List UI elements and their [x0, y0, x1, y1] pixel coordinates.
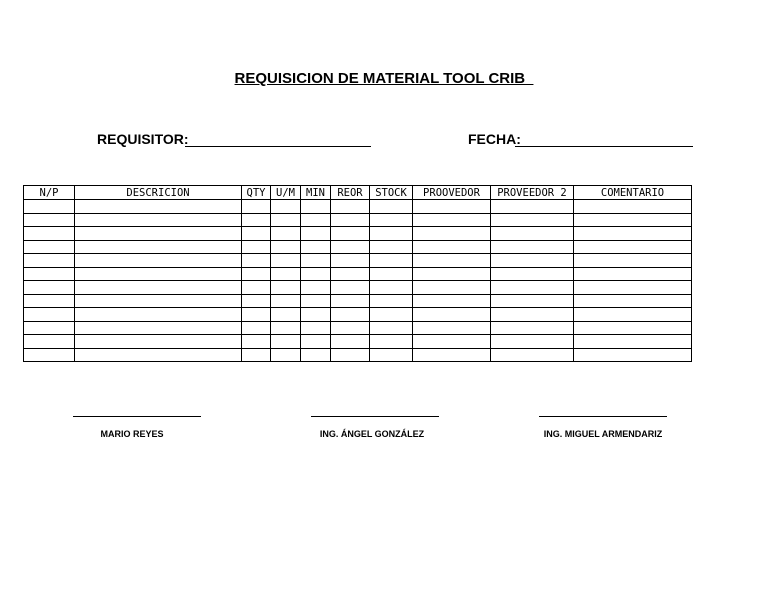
table-cell[interactable] [242, 213, 271, 227]
table-cell[interactable] [271, 227, 301, 241]
table-cell[interactable] [75, 321, 242, 335]
header-proovedor: PROOVEDOR [413, 186, 491, 200]
table-cell[interactable] [574, 200, 692, 214]
table-cell[interactable] [491, 240, 574, 254]
table-cell[interactable] [301, 200, 331, 214]
table-cell[interactable] [242, 281, 271, 295]
signature-name-3: ING. MIGUEL ARMENDARIZ [543, 429, 663, 439]
table-cell[interactable] [301, 308, 331, 322]
table-cell[interactable] [271, 267, 301, 281]
table-cell[interactable] [413, 348, 491, 362]
table-cell[interactable] [75, 308, 242, 322]
table-cell[interactable] [370, 308, 413, 322]
table-row [24, 308, 692, 322]
table-cell[interactable] [574, 294, 692, 308]
table-header-row [24, 186, 692, 200]
table-row [24, 240, 692, 254]
table-cell[interactable] [331, 240, 370, 254]
table-cell[interactable] [574, 308, 692, 322]
header-np: N/P [24, 186, 75, 200]
table-row [24, 200, 692, 214]
table-cell[interactable] [24, 294, 75, 308]
fecha-field[interactable] [515, 146, 693, 147]
table-cell[interactable] [301, 227, 331, 241]
table-cell[interactable] [24, 213, 75, 227]
table-cell[interactable] [242, 321, 271, 335]
signature-line-1[interactable] [73, 416, 201, 417]
header-qty: QTY [242, 186, 271, 200]
table-cell[interactable] [242, 335, 271, 349]
form-title: REQUISICION DE MATERIAL TOOL CRIB [234, 70, 534, 87]
table-cell[interactable] [242, 308, 271, 322]
table-row [24, 294, 692, 308]
table-cell[interactable] [413, 213, 491, 227]
table-cell[interactable] [331, 227, 370, 241]
table-cell[interactable] [271, 281, 301, 295]
table-row [24, 227, 692, 241]
table-cell[interactable] [331, 267, 370, 281]
table-cell[interactable] [24, 227, 75, 241]
table-cell[interactable] [242, 200, 271, 214]
table-cell[interactable] [242, 348, 271, 362]
table-cell[interactable] [242, 294, 271, 308]
table-cell[interactable] [271, 335, 301, 349]
table-cell[interactable] [75, 348, 242, 362]
table-cell[interactable] [24, 281, 75, 295]
table-cell[interactable] [301, 348, 331, 362]
table-cell[interactable] [75, 213, 242, 227]
table-cell[interactable] [370, 321, 413, 335]
header-descricion: DESCRICION [75, 186, 242, 200]
table-cell[interactable] [491, 227, 574, 241]
table-cell[interactable] [301, 240, 331, 254]
table-cell[interactable] [413, 294, 491, 308]
table-cell[interactable] [370, 240, 413, 254]
table-cell[interactable] [24, 254, 75, 268]
table-cell[interactable] [574, 240, 692, 254]
table-cell[interactable] [491, 200, 574, 214]
table-cell[interactable] [242, 254, 271, 268]
table-cell[interactable] [301, 294, 331, 308]
table-cell[interactable] [370, 200, 413, 214]
table-cell[interactable] [491, 281, 574, 295]
table-cell[interactable] [370, 254, 413, 268]
table-cell[interactable] [491, 335, 574, 349]
table-cell[interactable] [370, 294, 413, 308]
table-cell[interactable] [331, 294, 370, 308]
table-cell[interactable] [413, 240, 491, 254]
table-cell[interactable] [331, 200, 370, 214]
table-cell[interactable] [574, 321, 692, 335]
table-cell[interactable] [242, 267, 271, 281]
table-row [24, 348, 692, 362]
table-cell[interactable] [242, 240, 271, 254]
table-cell[interactable] [491, 321, 574, 335]
table-cell[interactable] [24, 308, 75, 322]
table-cell[interactable] [271, 308, 301, 322]
table-cell[interactable] [574, 213, 692, 227]
fecha-label: FECHA: [468, 131, 521, 147]
table-cell[interactable] [370, 348, 413, 362]
table-cell[interactable] [301, 281, 331, 295]
header-min: MIN [301, 186, 331, 200]
table-cell[interactable] [242, 227, 271, 241]
header-reor: REOR [331, 186, 370, 200]
signature-line-2[interactable] [311, 416, 439, 417]
table-cell[interactable] [574, 348, 692, 362]
signature-name-1: MARIO REYES [100, 429, 164, 439]
table-cell[interactable] [491, 254, 574, 268]
requisitor-field[interactable] [185, 146, 371, 147]
table-cell[interactable] [301, 321, 331, 335]
table-cell[interactable] [271, 254, 301, 268]
table-cell[interactable] [413, 267, 491, 281]
table-cell[interactable] [271, 294, 301, 308]
table-row [24, 335, 692, 349]
table-cell[interactable] [331, 213, 370, 227]
table-cell[interactable] [75, 254, 242, 268]
table-cell[interactable] [331, 254, 370, 268]
table-cell[interactable] [370, 281, 413, 295]
table-cell[interactable] [574, 335, 692, 349]
table-cell[interactable] [331, 348, 370, 362]
table-cell[interactable] [271, 348, 301, 362]
table-cell[interactable] [75, 294, 242, 308]
table-cell[interactable] [491, 294, 574, 308]
table-cell[interactable] [413, 227, 491, 241]
table-cell[interactable] [370, 227, 413, 241]
table-row [24, 254, 692, 268]
requisition-table [23, 185, 692, 362]
table-cell[interactable] [75, 240, 242, 254]
table-cell[interactable] [370, 267, 413, 281]
table-cell[interactable] [24, 200, 75, 214]
table-cell[interactable] [491, 308, 574, 322]
table-cell[interactable] [413, 281, 491, 295]
table-cell[interactable] [24, 321, 75, 335]
table-cell[interactable] [301, 335, 331, 349]
table-cell[interactable] [413, 321, 491, 335]
table-cell[interactable] [271, 213, 301, 227]
table-cell[interactable] [24, 240, 75, 254]
table-cell[interactable] [271, 200, 301, 214]
table-cell[interactable] [370, 335, 413, 349]
table-cell[interactable] [24, 335, 75, 349]
table-cell[interactable] [574, 281, 692, 295]
table-row [24, 267, 692, 281]
table-cell[interactable] [413, 254, 491, 268]
table-cell[interactable] [301, 213, 331, 227]
table-row [24, 281, 692, 295]
table-cell[interactable] [331, 321, 370, 335]
table-cell[interactable] [75, 267, 242, 281]
table-row [24, 321, 692, 335]
table-cell[interactable] [24, 267, 75, 281]
table-cell[interactable] [75, 227, 242, 241]
table-cell[interactable] [301, 267, 331, 281]
table-cell[interactable] [491, 348, 574, 362]
table-cell[interactable] [370, 213, 413, 227]
table-cell[interactable] [413, 308, 491, 322]
table-cell[interactable] [491, 213, 574, 227]
table-cell[interactable] [271, 321, 301, 335]
header-comentario: COMENTARIO [574, 186, 692, 200]
table-cell[interactable] [301, 254, 331, 268]
table-cell[interactable] [413, 335, 491, 349]
table-row [24, 213, 692, 227]
header-um: U/M [271, 186, 301, 200]
table-cell[interactable] [413, 200, 491, 214]
table-cell[interactable] [331, 281, 370, 295]
header-proveedor-2: PROVEEDOR 2 [491, 186, 574, 200]
table-cell[interactable] [75, 200, 242, 214]
table-cell[interactable] [24, 348, 75, 362]
table-cell[interactable] [331, 335, 370, 349]
signature-line-3[interactable] [539, 416, 667, 417]
table-cell[interactable] [574, 227, 692, 241]
table-cell[interactable] [75, 281, 242, 295]
table-cell[interactable] [331, 308, 370, 322]
table-cell[interactable] [574, 267, 692, 281]
signature-name-2: ING. ÁNGEL GONZÁLEZ [319, 429, 425, 439]
header-stock: STOCK [370, 186, 413, 200]
table-cell[interactable] [271, 240, 301, 254]
table-cell[interactable] [75, 335, 242, 349]
requisitor-label: REQUISITOR: [97, 131, 189, 147]
table-body [24, 200, 692, 362]
table-cell[interactable] [574, 254, 692, 268]
table-cell[interactable] [491, 267, 574, 281]
